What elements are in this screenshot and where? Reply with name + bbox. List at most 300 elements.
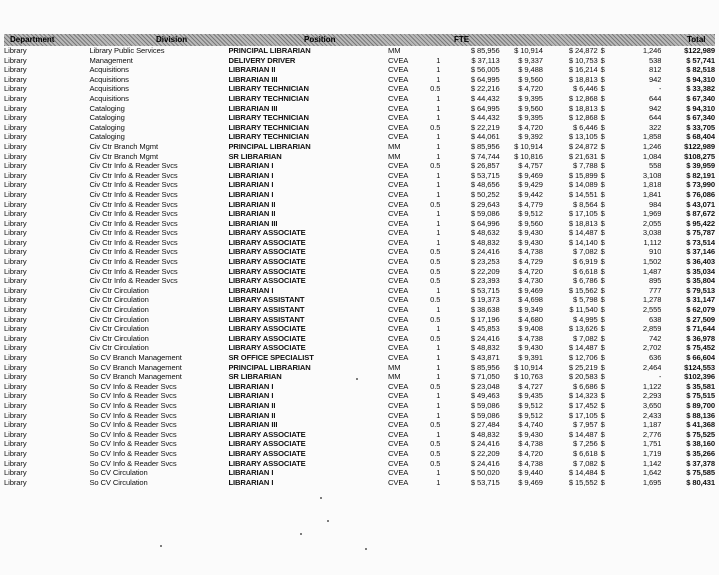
total-cell: $ 75,515 bbox=[686, 391, 715, 401]
other-cell: 1,969 bbox=[642, 209, 662, 219]
bargaining-unit-cell: CVEA bbox=[387, 458, 409, 468]
fte-cell: 1 bbox=[436, 353, 441, 362]
position-cell: LIBRARIAN I bbox=[228, 381, 274, 391]
benefits-cell: $ 9,560 bbox=[518, 218, 543, 228]
retirement-cell: $ 17,105 bbox=[568, 410, 598, 420]
currency-cell bbox=[440, 104, 450, 114]
position-cell: SR OFFICE SPECIALIST bbox=[228, 353, 314, 362]
position-cell: LIBRARY ASSOCIATE bbox=[228, 439, 306, 449]
department-cell: Library bbox=[4, 132, 27, 142]
division-cell: So CV Info & Reader Svcs bbox=[89, 448, 177, 458]
currency-cell: $ bbox=[600, 55, 605, 65]
other-cell: 1,642 bbox=[642, 468, 662, 478]
bargaining-unit-cell: CVEA bbox=[387, 477, 409, 487]
benefits-cell: $ 4,680 bbox=[518, 314, 543, 324]
currency-cell bbox=[440, 209, 450, 219]
table-row bbox=[4, 104, 715, 114]
retirement-cell: $ 14,484 bbox=[568, 468, 598, 478]
bargaining-unit-cell: CVEA bbox=[387, 180, 409, 190]
position-cell: LIBRARIAN II bbox=[228, 410, 276, 420]
position-cell: LIBRARIAN II bbox=[228, 199, 276, 209]
total-cell: $ 82,518 bbox=[686, 65, 715, 75]
fte-cell: 1 bbox=[436, 170, 441, 180]
retirement-cell: $ 17,452 bbox=[568, 400, 598, 410]
currency-cell: $ bbox=[600, 257, 605, 267]
currency-cell: $ bbox=[600, 228, 605, 238]
scan-speck bbox=[365, 548, 367, 550]
division-cell: So CV Info & Reader Svcs bbox=[89, 420, 177, 430]
currency-cell: $ bbox=[600, 353, 605, 362]
department-cell: Library bbox=[4, 381, 27, 391]
division-cell: Civ Ctr Info & Reader Svcs bbox=[89, 228, 178, 238]
total-cell: $ 75,787 bbox=[686, 228, 715, 238]
scan-speck bbox=[356, 378, 358, 380]
division-cell: Civ Ctr Circulation bbox=[89, 295, 149, 305]
currency-cell: $ bbox=[600, 324, 605, 334]
currency-cell bbox=[440, 391, 450, 401]
fte-cell: 1 bbox=[436, 93, 441, 103]
other-cell: 1,112 bbox=[643, 237, 662, 247]
total-cell: $ 68,404 bbox=[686, 132, 715, 142]
benefits-cell: $ 10,914 bbox=[514, 46, 543, 55]
currency-cell bbox=[440, 353, 450, 363]
currency-cell: $ bbox=[600, 199, 605, 209]
department-cell: Library bbox=[4, 74, 27, 84]
scan-speck bbox=[160, 545, 162, 547]
bargaining-unit-cell: CVEA bbox=[387, 113, 409, 123]
retirement-cell: $ 13,105 bbox=[568, 132, 598, 142]
other-cell: 1,122 bbox=[642, 381, 662, 391]
fte-cell: 1 bbox=[436, 477, 441, 487]
total-cell: $ 87,672 bbox=[686, 209, 715, 219]
other-cell: 2,293 bbox=[642, 391, 662, 401]
other-cell: 322 bbox=[649, 122, 662, 132]
retirement-cell: $ 13,626 bbox=[568, 324, 598, 334]
fte-cell: 0.5 bbox=[430, 122, 441, 132]
benefits-cell: $ 4,730 bbox=[518, 276, 543, 286]
salary-cell: $ 85,956 bbox=[470, 141, 500, 151]
fte-cell: 1 bbox=[436, 237, 441, 247]
department-cell: Library bbox=[4, 333, 27, 343]
position-cell: LIBRARY ASSOCIATE bbox=[228, 257, 306, 267]
position-cell: DELIVERY DRIVER bbox=[228, 55, 296, 65]
table-row bbox=[4, 430, 715, 440]
division-cell: Civ Ctr Info & Reader Svcs bbox=[89, 209, 178, 219]
table-row bbox=[4, 46, 715, 56]
retirement-cell: $ 6,446 bbox=[572, 84, 598, 94]
currency-cell bbox=[440, 228, 450, 238]
salary-table bbox=[4, 46, 715, 487]
bargaining-unit-cell: CVEA bbox=[387, 420, 409, 430]
department-cell: Library bbox=[4, 458, 27, 468]
currency-cell bbox=[440, 123, 450, 133]
table-row bbox=[4, 334, 715, 344]
total-cell: $ 94,310 bbox=[686, 74, 715, 84]
currency-cell: $ bbox=[600, 276, 605, 286]
benefits-cell: $ 4,698 bbox=[518, 295, 543, 305]
salary-cell: $ 45,853 bbox=[470, 324, 500, 334]
salary-cell: $ 38,638 bbox=[470, 305, 500, 315]
fte-cell: 0.5 bbox=[430, 381, 441, 391]
department-cell: Library bbox=[4, 55, 27, 65]
currency-cell bbox=[440, 200, 450, 210]
total-cell: $ 82,191 bbox=[686, 170, 715, 180]
total-cell: $102,396 bbox=[684, 372, 715, 382]
retirement-cell: $ 7,256 bbox=[572, 439, 598, 449]
salary-cell: $ 26,857 bbox=[470, 161, 500, 171]
total-cell: $ 75,585 bbox=[686, 468, 715, 478]
currency-cell: $ bbox=[600, 439, 605, 449]
table-row bbox=[4, 353, 715, 363]
salary-cell: $ 48,632 bbox=[470, 228, 500, 238]
table-row bbox=[4, 343, 715, 353]
retirement-cell: $ 18,813 bbox=[568, 74, 598, 84]
benefits-cell: $ 9,349 bbox=[518, 305, 543, 315]
position-cell: LIBRARY ASSOCIATE bbox=[228, 448, 306, 458]
other-cell: 1,841 bbox=[642, 189, 662, 199]
table-row bbox=[4, 315, 715, 325]
table-row bbox=[4, 257, 715, 267]
currency-cell bbox=[440, 46, 450, 56]
bargaining-unit-cell: CVEA bbox=[387, 314, 409, 324]
salary-cell: $ 48,832 bbox=[470, 343, 500, 353]
position-cell: LIBRARIAN III bbox=[228, 420, 278, 430]
currency-cell: $ bbox=[600, 343, 605, 353]
table-row bbox=[4, 391, 715, 401]
benefits-cell: $ 9,435 bbox=[518, 391, 543, 401]
salary-cell: $ 37,113 bbox=[471, 55, 500, 65]
bargaining-unit-cell: CVEA bbox=[387, 218, 409, 228]
salary-cell: $ 29,643 bbox=[470, 199, 500, 209]
currency-cell bbox=[440, 267, 450, 277]
currency-cell: $ bbox=[600, 295, 605, 305]
division-cell: So CV Circulation bbox=[89, 468, 148, 478]
fte-cell bbox=[426, 46, 441, 56]
department-cell: Library bbox=[4, 218, 27, 228]
benefits-cell: $ 9,469 bbox=[518, 170, 543, 180]
bargaining-unit-cell: CVEA bbox=[387, 276, 409, 286]
total-cell: $ 75,525 bbox=[686, 429, 715, 439]
currency-cell: $ bbox=[600, 209, 605, 219]
total-cell: $ 31,147 bbox=[686, 295, 715, 305]
table-row bbox=[4, 171, 715, 181]
salary-cell: $ 24,416 bbox=[470, 439, 500, 449]
total-cell: $ 95,422 bbox=[686, 218, 715, 228]
position-cell: LIBRARY TECHNICIAN bbox=[228, 122, 309, 132]
header-department: Department bbox=[10, 35, 55, 44]
currency-cell: $ bbox=[600, 180, 605, 190]
total-cell: $ 71,644 bbox=[686, 324, 715, 334]
salary-cell: $ 59,086 bbox=[470, 400, 500, 410]
other-cell: 2,433 bbox=[642, 410, 662, 420]
fte-cell: 0.5 bbox=[430, 257, 441, 267]
other-cell: 644 bbox=[649, 93, 662, 103]
bargaining-unit-cell: CVEA bbox=[387, 103, 409, 113]
currency-cell bbox=[440, 334, 450, 344]
total-cell: $ 36,978 bbox=[686, 333, 715, 343]
other-cell: 3,650 bbox=[642, 400, 662, 410]
other-cell: 2,464 bbox=[642, 362, 662, 372]
currency-cell bbox=[440, 382, 450, 392]
total-cell: $ 43,071 bbox=[686, 199, 715, 209]
header-fte: FTE bbox=[454, 35, 470, 44]
position-cell: LIBRARY ASSOCIATE bbox=[228, 247, 306, 257]
currency-cell: $ bbox=[600, 218, 605, 228]
retirement-cell: $ 14,487 bbox=[568, 343, 598, 353]
retirement-cell: $ 14,487 bbox=[568, 429, 598, 439]
department-cell: Library bbox=[4, 343, 27, 353]
position-cell: LIBRARY ASSOCIATE bbox=[228, 343, 306, 353]
currency-cell: $ bbox=[600, 333, 605, 343]
fte-cell: 0.5 bbox=[430, 333, 441, 343]
department-cell: Library bbox=[4, 46, 27, 55]
currency-cell bbox=[440, 84, 450, 94]
retirement-cell: $ 11,540 bbox=[569, 305, 598, 315]
currency-cell bbox=[440, 363, 450, 373]
other-cell: 2,859 bbox=[642, 324, 662, 334]
currency-cell: $ bbox=[600, 247, 605, 257]
division-cell: Civ Ctr Info & Reader Svcs bbox=[89, 161, 178, 171]
currency-cell: $ bbox=[600, 362, 605, 372]
bargaining-unit-cell: CVEA bbox=[387, 285, 409, 295]
currency-cell: $ bbox=[600, 468, 605, 478]
other-cell: 1,187 bbox=[642, 420, 662, 430]
salary-cell: $ 50,020 bbox=[470, 468, 500, 478]
other-cell: 2,555 bbox=[642, 305, 662, 315]
currency-cell bbox=[440, 65, 450, 75]
fte-cell: 0.5 bbox=[430, 458, 441, 468]
benefits-cell: $ 4,740 bbox=[518, 420, 543, 430]
table-row bbox=[4, 132, 715, 142]
retirement-cell: $ 25,219 bbox=[568, 362, 598, 372]
division-cell: Cataloging bbox=[89, 132, 125, 142]
division-cell: Civ Ctr Info & Reader Svcs bbox=[89, 199, 178, 209]
benefits-cell: $ 9,408 bbox=[518, 324, 543, 334]
salary-cell: $ 48,832 bbox=[470, 429, 500, 439]
division-cell: Civ Ctr Circulation bbox=[89, 343, 149, 353]
benefits-cell: $ 4,738 bbox=[518, 333, 543, 343]
bargaining-unit-cell: CVEA bbox=[387, 132, 409, 142]
retirement-cell: $ 6,446 bbox=[572, 122, 598, 132]
fte-cell: 1 bbox=[436, 285, 441, 295]
division-cell: So CV Info & Reader Svcs bbox=[89, 400, 177, 410]
currency-cell: $ bbox=[600, 113, 605, 123]
benefits-cell: $ 9,395 bbox=[518, 113, 543, 123]
fte-cell: 1 bbox=[436, 228, 441, 238]
benefits-cell: $ 10,914 bbox=[514, 141, 543, 151]
total-cell: $ 37,378 bbox=[686, 458, 715, 468]
header-division: Division bbox=[156, 35, 188, 44]
division-cell: Acquisitions bbox=[89, 93, 129, 103]
other-cell: 638 bbox=[649, 314, 662, 324]
total-cell: $ 66,604 bbox=[686, 353, 715, 362]
table-row bbox=[4, 286, 715, 296]
department-cell: Library bbox=[4, 257, 27, 267]
salary-cell: $ 23,048 bbox=[470, 381, 500, 391]
table-row bbox=[4, 180, 715, 190]
table-row bbox=[4, 209, 715, 219]
total-cell: $ 89,700 bbox=[686, 400, 715, 410]
retirement-cell: $ 20,583 bbox=[568, 372, 598, 382]
position-cell: SR LIBRARIAN bbox=[228, 372, 282, 382]
benefits-cell: $ 4,757 bbox=[518, 161, 543, 171]
salary-cell: $ 85,956 bbox=[470, 46, 500, 55]
retirement-cell: $ 7,082 bbox=[572, 458, 598, 468]
salary-cell: $ 22,209 bbox=[470, 266, 500, 276]
department-cell: Library bbox=[4, 477, 27, 487]
salary-cell: $ 27,484 bbox=[470, 420, 500, 430]
fte-cell: 1 bbox=[436, 74, 441, 84]
total-cell: $ 76,086 bbox=[686, 189, 715, 199]
bargaining-unit-cell: CVEA bbox=[387, 448, 409, 458]
salary-cell: $ 53,715 bbox=[470, 477, 500, 487]
division-cell: Civ Ctr Info & Reader Svcs bbox=[89, 218, 178, 228]
department-cell: Library bbox=[4, 103, 27, 113]
total-cell: $ 36,403 bbox=[686, 257, 715, 267]
position-cell: LIBRARIAN I bbox=[228, 189, 274, 199]
table-row bbox=[4, 142, 715, 152]
position-cell: SR LIBRARIAN bbox=[228, 151, 282, 161]
bargaining-unit-cell: CVEA bbox=[387, 74, 409, 84]
retirement-cell: $ 21,631 bbox=[568, 151, 598, 161]
position-cell: PRINCIPAL LIBRARIAN bbox=[228, 46, 311, 55]
salary-cell: $ 56,005 bbox=[470, 65, 500, 75]
benefits-cell: $ 9,512 bbox=[518, 410, 543, 420]
position-cell: LIBRARIAN III bbox=[228, 218, 278, 228]
bargaining-unit-cell: CVEA bbox=[387, 439, 409, 449]
division-cell: So CV Branch Management bbox=[89, 372, 182, 382]
currency-cell bbox=[440, 305, 450, 315]
fte-cell: 1 bbox=[436, 343, 441, 353]
currency-cell: $ bbox=[600, 305, 605, 315]
bargaining-unit-cell: MM bbox=[387, 151, 401, 161]
currency-cell: $ bbox=[600, 103, 605, 113]
currency-cell: $ bbox=[600, 314, 605, 324]
department-cell: Library bbox=[4, 305, 27, 315]
currency-cell: $ bbox=[600, 458, 605, 468]
fte-cell: 1 bbox=[436, 429, 441, 439]
position-cell: LIBRARY ASSOCIATE bbox=[228, 458, 306, 468]
retirement-cell: $ 8,564 bbox=[572, 199, 598, 209]
benefits-cell: $ 9,442 bbox=[518, 189, 543, 199]
retirement-cell: $ 6,618 bbox=[572, 448, 598, 458]
department-cell: Library bbox=[4, 468, 27, 478]
benefits-cell: $ 10,816 bbox=[514, 151, 543, 161]
salary-cell: $ 85,956 bbox=[470, 362, 500, 372]
division-cell: Cataloging bbox=[89, 122, 125, 132]
department-cell: Library bbox=[4, 295, 27, 305]
department-cell: Library bbox=[4, 228, 27, 238]
position-cell: PRINCIPAL LIBRARIAN bbox=[228, 141, 311, 151]
bargaining-unit-cell: MM bbox=[387, 141, 401, 151]
other-cell: 644 bbox=[649, 113, 662, 123]
other-cell: 942 bbox=[649, 103, 662, 113]
fte-cell: 1 bbox=[436, 391, 441, 401]
fte-cell: 1 bbox=[436, 103, 441, 113]
currency-cell: $ bbox=[600, 285, 605, 295]
salary-cell: $ 53,715 bbox=[470, 170, 500, 180]
benefits-cell: $ 9,391 bbox=[518, 353, 543, 362]
total-cell: $ 73,990 bbox=[686, 180, 715, 190]
table-row bbox=[4, 324, 715, 334]
department-cell: Library bbox=[4, 141, 27, 151]
currency-cell bbox=[440, 343, 450, 353]
total-cell: $ 67,340 bbox=[686, 93, 715, 103]
bargaining-unit-cell: CVEA bbox=[387, 429, 409, 439]
salary-cell: $ 24,416 bbox=[470, 333, 500, 343]
currency-cell bbox=[440, 401, 450, 411]
currency-cell bbox=[440, 286, 450, 296]
table-row bbox=[4, 219, 715, 229]
position-cell: LIBRARIAN I bbox=[228, 285, 274, 295]
other-cell: 1,818 bbox=[642, 180, 662, 190]
total-cell: $ 37,146 bbox=[686, 247, 715, 257]
total-cell: $ 94,310 bbox=[686, 103, 715, 113]
table-row bbox=[4, 65, 715, 75]
currency-cell bbox=[440, 449, 450, 459]
currency-cell bbox=[440, 247, 450, 257]
fte-cell: 0.5 bbox=[430, 439, 441, 449]
currency-cell bbox=[440, 94, 450, 104]
total-cell: $ 35,266 bbox=[686, 448, 715, 458]
currency-cell bbox=[440, 257, 450, 267]
bargaining-unit-cell: CVEA bbox=[387, 305, 409, 315]
department-cell: Library bbox=[4, 180, 27, 190]
table-row bbox=[4, 372, 715, 382]
total-cell: $ 67,340 bbox=[686, 113, 715, 123]
salary-cell: $ 22,209 bbox=[470, 448, 500, 458]
fte-cell: 1 bbox=[436, 209, 441, 219]
department-cell: Library bbox=[4, 93, 27, 103]
fte-cell: 1 bbox=[436, 410, 441, 420]
total-cell: $ 39,959 bbox=[686, 161, 715, 171]
fte-cell: 0.5 bbox=[430, 420, 441, 430]
division-cell: Civ Ctr Info & Reader Svcs bbox=[89, 276, 178, 286]
table-row bbox=[4, 363, 715, 373]
salary-cell: $ 24,416 bbox=[470, 247, 500, 257]
table-row bbox=[4, 84, 715, 94]
fte-cell: 1 bbox=[436, 55, 441, 65]
benefits-cell: $ 4,720 bbox=[518, 448, 543, 458]
fte-cell: 1 bbox=[436, 151, 441, 161]
fte-cell: 0.5 bbox=[430, 295, 441, 305]
total-cell: $ 41,368 bbox=[686, 420, 715, 430]
currency-cell: $ bbox=[600, 477, 605, 487]
benefits-cell: $ 9,395 bbox=[518, 93, 543, 103]
bargaining-unit-cell: CVEA bbox=[387, 468, 409, 478]
department-cell: Library bbox=[4, 199, 27, 209]
currency-cell: $ bbox=[600, 161, 605, 171]
department-cell: Library bbox=[4, 170, 27, 180]
currency-cell bbox=[440, 132, 450, 142]
position-cell: PRINCIPAL LIBRARIAN bbox=[228, 362, 311, 372]
position-cell: LIBRARY TECHNICIAN bbox=[228, 93, 309, 103]
position-cell: LIBRARY ASSOCIATE bbox=[228, 237, 306, 247]
total-cell: $ 33,705 bbox=[686, 122, 715, 132]
salary-cell: $ 64,995 bbox=[470, 103, 500, 113]
retirement-cell: $ 15,562 bbox=[568, 285, 598, 295]
other-cell: 1,246 bbox=[642, 141, 662, 151]
salary-cell: $ 59,086 bbox=[470, 410, 500, 420]
position-cell: LIBRARY ASSOCIATE bbox=[228, 276, 306, 286]
bargaining-unit-cell: CVEA bbox=[387, 353, 409, 362]
position-cell: LIBRARIAN I bbox=[228, 180, 274, 190]
department-cell: Library bbox=[4, 353, 27, 362]
position-cell: LIBRARIAN I bbox=[228, 477, 274, 487]
position-cell: LIBRARIAN II bbox=[228, 209, 276, 219]
division-cell: So CV Info & Reader Svcs bbox=[89, 439, 177, 449]
division-cell: Cataloging bbox=[89, 103, 125, 113]
